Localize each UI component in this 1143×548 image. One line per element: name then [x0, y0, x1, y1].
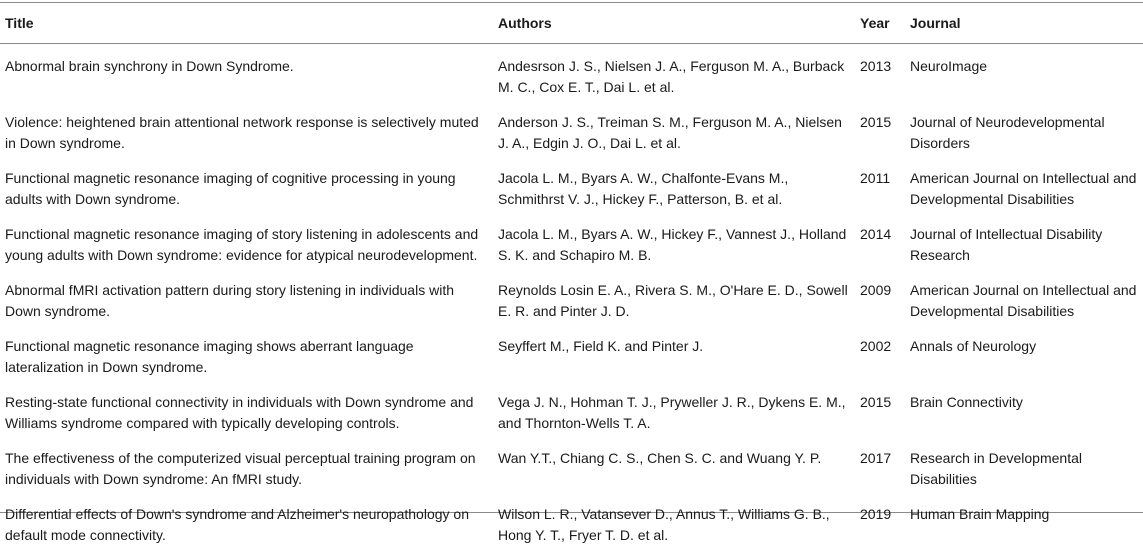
cell-year: 2011 — [860, 170, 891, 186]
cell-journal: Annals of Neurology — [910, 338, 1037, 354]
column-header-year: Year — [860, 14, 890, 31]
cell-year: 2017 — [860, 450, 892, 466]
table-row — [0, 492, 1143, 548]
cell-year: 2015 — [860, 394, 892, 410]
cell-authors: Jacola L. M., Byars A. W., Chalfonte-Evans M., Schmithrst V. J., Hickey F., Patterson, B. et al. — [498, 170, 789, 207]
table-row — [0, 268, 1143, 324]
cell-year: 2019 — [860, 506, 892, 522]
column-header-title: Title — [5, 14, 34, 31]
table-header-row — [0, 4, 1143, 42]
cell-authors: Vega J. N., Hohman T. J., Pryweller J. R., Dykens E. M., and Thornton-Wells T. A. — [498, 394, 846, 431]
table-row — [0, 212, 1143, 268]
table-top-rule — [0, 2, 1143, 3]
cell-journal: Brain Connectivity — [910, 394, 1023, 410]
cell-journal: Research in Developmental Disabilities — [910, 450, 1082, 487]
cell-year: 2013 — [860, 58, 892, 74]
cell-year: 2009 — [860, 282, 892, 298]
table-row — [0, 156, 1143, 212]
cell-journal: Journal of Neurodevelopmental Disorders — [910, 114, 1105, 151]
table-row — [0, 324, 1143, 380]
cell-journal: Human Brain Mapping — [910, 506, 1050, 522]
cell-authors: Andesrson J. S., Nielsen J. A., Ferguson M. A., Burback M. C., Cox E. T., Dai L. et al. — [498, 58, 845, 95]
references-table — [0, 4, 1143, 548]
cell-year: 2015 — [860, 114, 892, 130]
cell-title: Abnormal fMRI activation pattern during story listening in individuals with Down syndrome. — [5, 282, 454, 319]
cell-authors: Reynolds Losin E. A., Rivera S. M., O'Hare E. D., Sowell E. R. and Pinter J. D. — [498, 282, 848, 319]
table-row — [0, 100, 1143, 156]
column-header-authors: Authors — [498, 14, 552, 31]
cell-year: 2002 — [860, 338, 892, 354]
cell-journal: NeuroImage — [910, 58, 988, 74]
table-row — [0, 42, 1143, 100]
cell-title: Differential effects of Down's syndrome and Alzheimer's neuropathology on default mode connectivity. — [5, 506, 469, 543]
cell-title: Functional magnetic resonance imaging of story listening in adolescents and young adults with Down syndrome: evidence for atypical neurodevelopment. — [5, 226, 479, 263]
cell-journal: American Journal on Intellectual and Developmental Disabilities — [910, 282, 1137, 319]
cell-authors: Wilson L. R., Vatansever D., Annus T., Williams G. B., Hong Y. T., Fryer T. D. et al. — [498, 506, 830, 543]
cell-journal: Journal of Intellectual Disability Research — [910, 226, 1103, 263]
cell-journal: American Journal on Intellectual and Developmental Disabilities — [910, 170, 1137, 207]
cell-year: 2014 — [860, 226, 892, 242]
cell-title: Resting-state functional connectivity in individuals with Down syndrome and Williams syndrome compared with typically developing controls. — [5, 394, 474, 431]
cell-title: Abnormal brain synchrony in Down Syndrome. — [5, 58, 294, 74]
column-header-journal: Journal — [910, 14, 961, 31]
cell-authors: Seyffert M., Field K. and Pinter J. — [498, 338, 704, 354]
cell-title: Functional magnetic resonance imaging of cognitive processing in young adults with Down syndrome. — [5, 170, 456, 207]
table-row — [0, 436, 1143, 492]
cell-authors: Jacola L. M., Byars A. W., Hickey F., Vannest J., Holland S. K. and Schapiro M. B. — [498, 226, 847, 263]
cell-title: The effectiveness of the computerized visual perceptual training program on individuals with Down syndrome: An fMRI study. — [5, 450, 476, 487]
cell-title: Violence: heightened brain attentional network response is selectively muted in Down syndrome. — [5, 114, 479, 151]
cell-authors: Anderson J. S., Treiman S. M., Ferguson M. A., Nielsen J. A., Edgin J. O., Dai L. et al. — [498, 114, 842, 151]
cell-authors: Wan Y.T., Chiang C. S., Chen S. C. and Wuang Y. P. — [498, 450, 822, 466]
table-row — [0, 380, 1143, 436]
cell-title: Functional magnetic resonance imaging shows aberrant language lateralization in Down syndrome. — [5, 338, 414, 375]
